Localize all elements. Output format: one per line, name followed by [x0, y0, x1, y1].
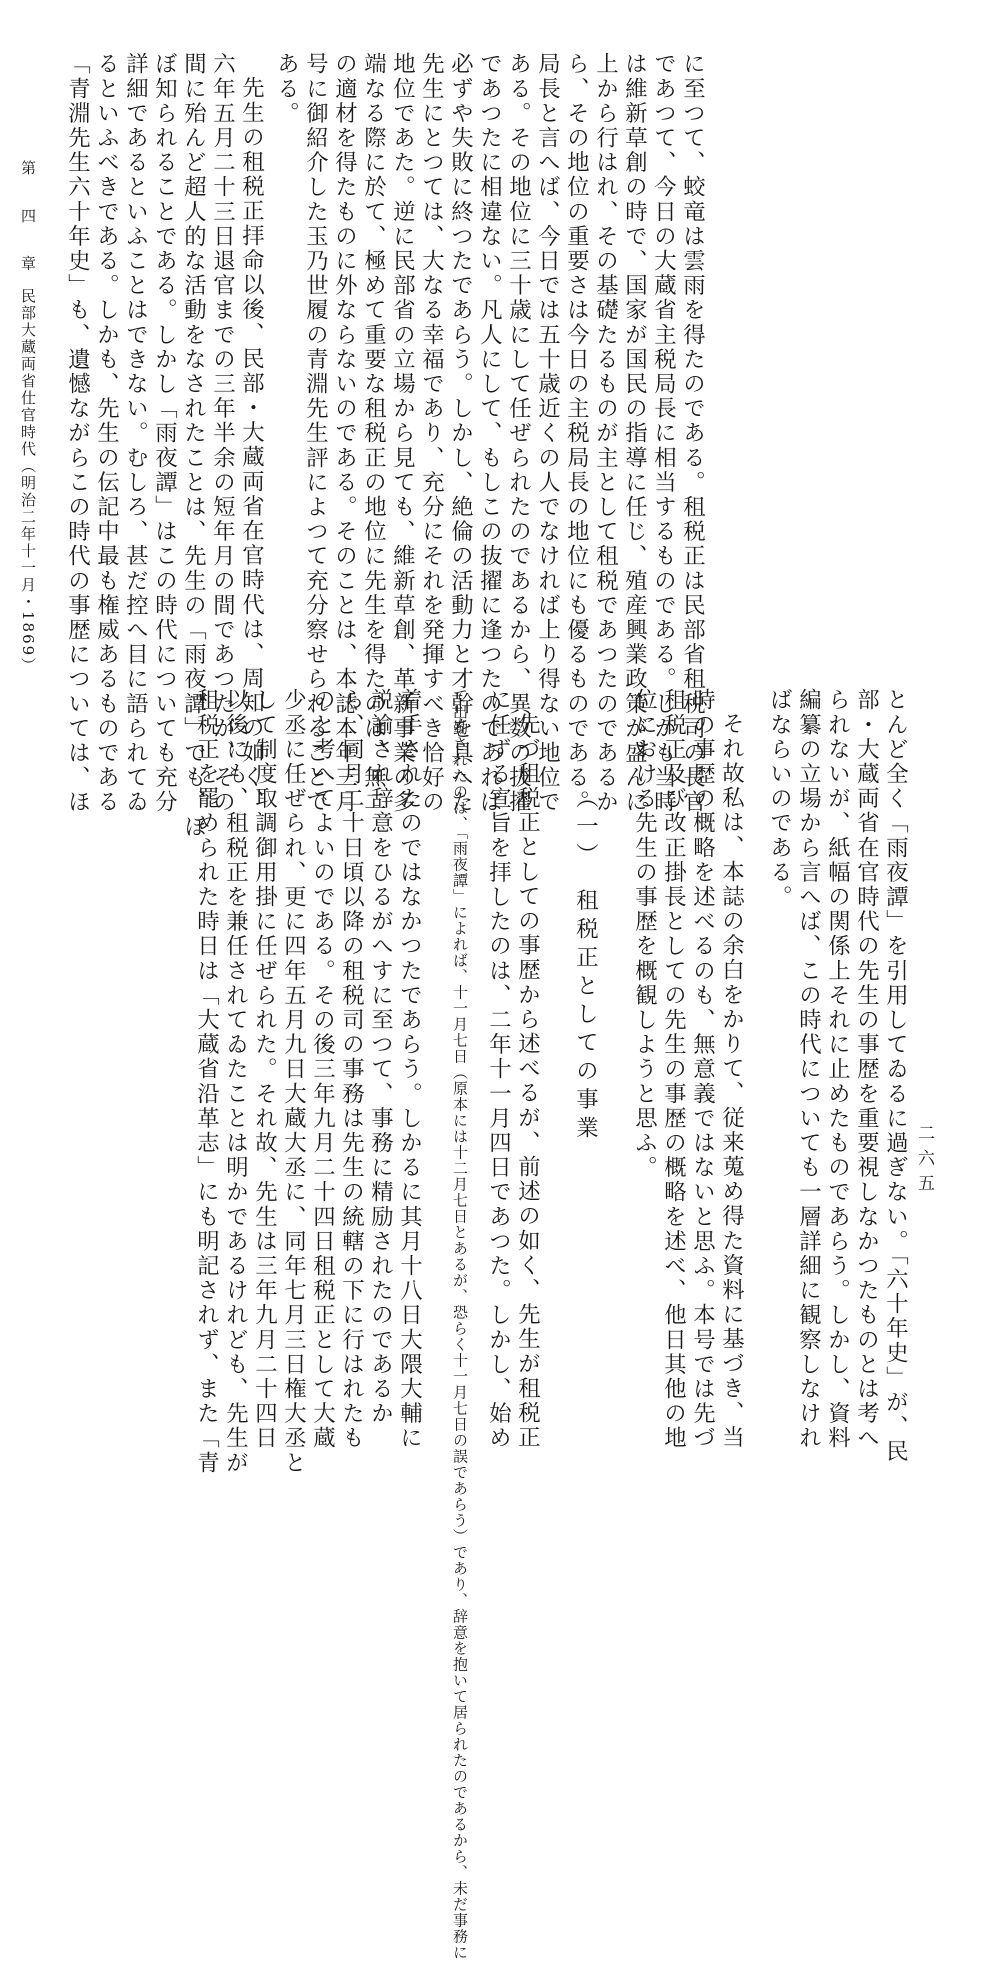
- upper-col-10: 先生にとつては、大なる幸福であり、充分にそれを発揮すべき恰好の: [418, 52, 445, 815]
- upper-col-11: 地位であた。逆に民部省の立場から見ても、維新草創、革新事業の多: [389, 52, 416, 815]
- lower-col-14: に任ずる宣旨を拝したのは、二年十一月四日であつた。しかし、始め: [485, 688, 512, 1451]
- lower-col-18: ら、同月二十日頃以降の租税司の事務は先生の統轄の下に行はれたも: [338, 688, 365, 1451]
- upper-col-22: るといふべきである。しかも、先生の伝記中最も権威あるものである: [93, 52, 120, 815]
- lower-col-3: られないが、紙幅の関係上それに止めたものであらう。しかし、資料: [824, 688, 851, 1451]
- page-number: 二六五: [914, 1124, 934, 1199]
- chapter-title: 民部大蔵両省仕官時代（明治二年十一月・1869）: [19, 288, 37, 675]
- lower-col-20: 少丞に任ぜられ、更に四年五月九日大蔵大丞に、同年七月三日権大丞と: [280, 688, 307, 1476]
- upper-col-19: 間に殆んど超人的な活動をなされたことは、先生の「雨夜譚」でも、ほ: [180, 52, 207, 840]
- upper-col-5: ら、その地位の重要さは今日の主税局長の地位にも優るものである。: [563, 52, 590, 815]
- upper-col-3: は維新草創の時で、国家が国民の指導に任じ、殖産興業政策が盛んに: [621, 52, 648, 815]
- upper-col-6: 局長と言へば、今日では五十歳近くの人でなければ上り得ない地位で: [534, 52, 561, 815]
- upper-col-17: 先生の租税正拝命以後、民部・大蔵両省在官時代は、周知の如く、: [238, 76, 265, 814]
- upper-col-7: ある。その地位に三十歳にして任ぜられたのであるから、異数の抜擢: [505, 52, 532, 815]
- lower-col-17: 説諭され辞意をひるがへすに至つて、事務に精励されたのであるか: [367, 688, 394, 1426]
- upper-col-8: であつたに相違ない。凡人にして、もしこの抜擢に逢つたのであれば: [476, 52, 503, 815]
- lower-col-23: 租税正を罷められた時日は「大蔵省沿革志」にも明記されず、また「青: [193, 688, 220, 1476]
- upper-col-14: 号に御紹介した玉乃世履の青淵先生評によつて充分察せられることで: [302, 52, 329, 815]
- upper-col-20: ぼ知られることである。しかし「雨夜譚」はこの時代についても充分: [151, 52, 178, 815]
- upper-col-18: 六年五月二十三日退官までの三年半余の短年月の間であつたが、その: [209, 52, 236, 815]
- lower-col-4: 編纂の立場から言へば、この時代についても一層詳細に観察しなけれ: [795, 688, 822, 1451]
- upper-col-13: の適材を得たものに外ならないのである。そのことは、本誌本年三月: [331, 52, 358, 815]
- section-heading: （一） 租税正としての事業: [572, 786, 599, 1144]
- chapter-label: 第 四 章: [19, 160, 37, 285]
- upper-col-9: 必ずや失敗に終つたであらう。しかし、絶倫の活動力と才幹を具へた: [447, 52, 474, 815]
- lower-col-16: 着手されたのではなかつたであらう。しかるに其月十八日大隈大輔に: [396, 688, 423, 1451]
- upper-col-2: であつて、今日の大蔵省主税局長に相当するものである。しかも当時: [650, 52, 677, 815]
- lower-col-2: 部・大蔵両省在官時代の先生の事歴を重要視しなかつたものとは考へ: [853, 688, 880, 1451]
- lower-col-22: 以後にも、租税正を兼任されてゐたことは明かであるけれども、先生が: [222, 688, 249, 1476]
- upper-col-21: 詳細であるといふことはできない。むしろ、甚だ控へ目に語られてゐ: [122, 52, 149, 815]
- upper-col-23: 「青淵先生六十年史」も、遺憾ながらこの時代の事歴については、ほ: [64, 52, 91, 815]
- lower-col-13: 先づ租税正としての事歴から述べるが、前述の如く、先生が租税正: [514, 712, 541, 1450]
- lower-col-15: て出勤されたのは、「雨夜譚」によれば、十一月七日（原本には十二月七日とあるが、恐らく十一月七日の誤であらう）であり、辞意を抱いて居られたのであるから、未だ事務に: [451, 688, 469, 1961]
- upper-col-15: ある。: [273, 52, 300, 126]
- lower-col-1: とんど全く「雨夜譚」を引用してゐるに過ぎない。「六十年史」が、民: [882, 688, 909, 1464]
- lower-col-21: して制度取調御用掛に任ぜられた。それ故、先生は三年九月二十四日: [251, 688, 278, 1451]
- upper-col-4: 上から行はれ、その基礎たるものが主として租税であつたのであるか: [592, 52, 619, 815]
- lower-col-7: 時の事歴の概略を述べるのも、無意義ではないと思ふ。本号では先づ: [689, 688, 716, 1451]
- lower-col-19: のと考へてよいのである。その後三年九月二十四日租税正として大蔵: [309, 688, 336, 1451]
- lower-col-5: ばならいのである。: [766, 688, 793, 910]
- upper-col-12: 端なる際に於て、極めて重要な租税正の地位に先生を得たのは、無二: [360, 52, 387, 815]
- lower-col-8: 租税正及び改正掛長としての先生の事歴の概略を述べ、他日其他の地: [660, 688, 687, 1451]
- lower-col-6: それ故私は、本誌の余白をかりて、従来蒐め得た資料に基づき、当: [718, 712, 745, 1450]
- lower-col-9: 位における先生の事歴を概観しようと思ふ。: [631, 688, 658, 1180]
- upper-col-1: に至つて、蛟竜は雲雨を得たのである。租税正は民部省租税司の長官: [679, 52, 706, 815]
